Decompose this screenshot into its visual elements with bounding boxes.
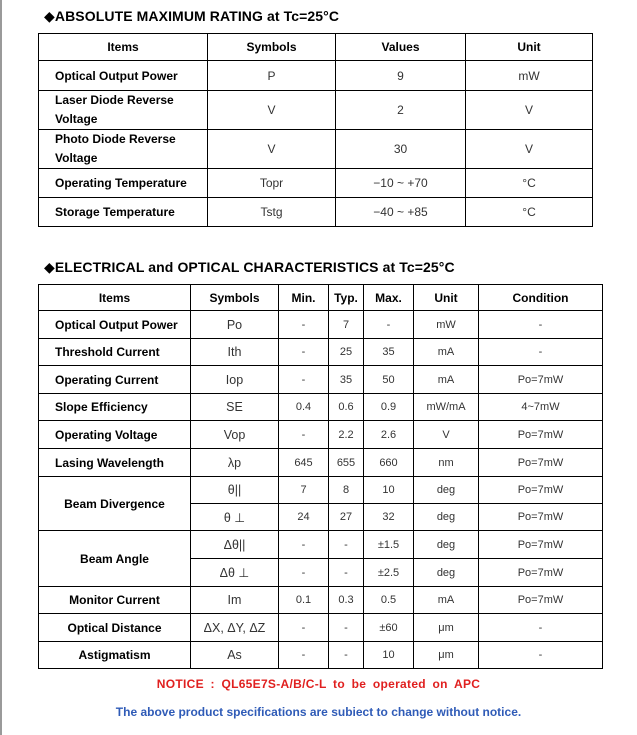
unit-cell: mW	[466, 61, 593, 91]
condition-cell: 4~7mW	[479, 394, 603, 421]
symbol-cell: Ith	[191, 339, 279, 366]
col-header-symbols: Symbols	[208, 34, 336, 61]
table-row	[39, 366, 603, 394]
max-cell: 0.5	[364, 587, 414, 614]
min-cell: 0.4	[279, 394, 329, 421]
typ-cell: 35	[329, 366, 364, 394]
unit-cell: mA	[414, 587, 479, 614]
absolute-max-table	[38, 33, 593, 227]
max-cell: 10	[364, 642, 414, 669]
item-cell: Operating Voltage	[39, 421, 191, 449]
typ-cell: 27	[329, 504, 364, 531]
table-row	[39, 642, 603, 669]
table-row	[39, 169, 593, 198]
typ-cell: -	[329, 559, 364, 587]
symbol-cell: V	[208, 130, 336, 169]
condition-cell: -	[479, 311, 603, 339]
symbol-cell: V	[208, 91, 336, 130]
min-cell: -	[279, 642, 329, 669]
item-cell: Operating Temperature	[39, 169, 208, 198]
unit-cell: μm	[414, 614, 479, 642]
item-cell: Lasing Wavelength	[39, 449, 191, 477]
unit-cell: V	[414, 421, 479, 449]
min-cell: -	[279, 339, 329, 366]
unit-cell: deg	[414, 559, 479, 587]
table-row	[39, 61, 593, 91]
typ-cell: 2.2	[329, 421, 364, 449]
table-row	[39, 531, 603, 559]
unit-cell: V	[466, 130, 593, 169]
min-cell: 24	[279, 504, 329, 531]
condition-cell: Po=7mW	[479, 477, 603, 504]
table-row	[39, 394, 603, 421]
max-cell: 2.6	[364, 421, 414, 449]
symbol-cell: Vop	[191, 421, 279, 449]
unit-cell: mA	[414, 366, 479, 394]
condition-cell: Po=7mW	[479, 587, 603, 614]
table-row	[39, 311, 603, 339]
col-header-items: Items	[39, 285, 191, 311]
unit-cell: mW	[414, 311, 479, 339]
symbol-cell: Topr	[208, 169, 336, 198]
symbol-cell: ΔX, ΔY, ΔZ	[191, 614, 279, 642]
unit-cell: °C	[466, 198, 593, 227]
unit-cell: deg	[414, 504, 479, 531]
condition-cell: Po=7mW	[479, 366, 603, 394]
typ-cell: 7	[329, 311, 364, 339]
table-header-row	[39, 34, 593, 61]
item-cell: Photo Diode Reverse Voltage	[39, 130, 208, 169]
condition-cell: Po=7mW	[479, 421, 603, 449]
max-cell: ±2.5	[364, 559, 414, 587]
item-cell: Storage Temperature	[39, 198, 208, 227]
min-cell: 0.1	[279, 587, 329, 614]
symbol-cell: θ||	[191, 477, 279, 504]
symbol-cell: As	[191, 642, 279, 669]
unit-cell: deg	[414, 477, 479, 504]
absolute-max-title: ◆ABSOLUTE MAXIMUM RATING at Tc=25°C	[44, 8, 340, 24]
table-row	[39, 130, 593, 169]
symbol-cell: Iop	[191, 366, 279, 394]
notice-text: NOTICE : QL65E7S-A/B/C-L to be operated on APC	[156, 677, 481, 691]
item-cell: Laser Diode Reverse Voltage	[39, 91, 208, 130]
condition-cell: -	[479, 614, 603, 642]
value-cell: 2	[336, 91, 466, 130]
item-cell: Optical Output Power	[39, 311, 191, 339]
symbol-cell: Im	[191, 587, 279, 614]
table-row	[39, 477, 603, 504]
unit-cell: μm	[414, 642, 479, 669]
value-cell: 30	[336, 130, 466, 169]
col-header-condition: Condition	[479, 285, 603, 311]
item-cell: Optical Output Power	[39, 61, 208, 91]
col-header-symbols: Symbols	[191, 285, 279, 311]
condition-cell: -	[479, 642, 603, 669]
symbol-cell: Δθ ⊥	[191, 559, 279, 587]
condition-cell: Po=7mW	[479, 504, 603, 531]
unit-cell: °C	[466, 169, 593, 198]
table-row	[39, 198, 593, 227]
table-row	[39, 614, 603, 642]
condition-cell: Po=7mW	[479, 531, 603, 559]
table-row	[39, 587, 603, 614]
max-cell: 0.9	[364, 394, 414, 421]
min-cell: -	[279, 559, 329, 587]
col-header-unit: Unit	[466, 34, 593, 61]
min-cell: -	[279, 311, 329, 339]
table-header-row	[39, 285, 603, 311]
condition-cell: Po=7mW	[479, 559, 603, 587]
min-cell: -	[279, 366, 329, 394]
unit-cell: V	[466, 91, 593, 130]
min-cell: -	[279, 421, 329, 449]
table-row	[39, 449, 603, 477]
symbol-cell: SE	[191, 394, 279, 421]
max-cell: 660	[364, 449, 414, 477]
item-cell: Monitor Current	[39, 587, 191, 614]
electrical-optical-title: ◆ELECTRICAL and OPTICAL CHARACTERISTICS at Tc=25°C	[44, 259, 455, 275]
col-header-typ: Typ.	[329, 285, 364, 311]
min-cell: -	[279, 614, 329, 642]
condition-cell: -	[479, 339, 603, 366]
item-cell: Optical Distance	[39, 614, 191, 642]
min-cell: 7	[279, 477, 329, 504]
typ-cell: -	[329, 614, 364, 642]
unit-cell: deg	[414, 531, 479, 559]
typ-cell: 0.3	[329, 587, 364, 614]
typ-cell: 25	[329, 339, 364, 366]
electrical-optical-table	[38, 284, 603, 669]
max-cell: -	[364, 311, 414, 339]
left-border	[0, 0, 2, 735]
item-cell: Operating Current	[39, 366, 191, 394]
item-cell: Slope Efficiency	[39, 394, 191, 421]
max-cell: ±60	[364, 614, 414, 642]
symbol-cell: P	[208, 61, 336, 91]
symbol-cell: λp	[191, 449, 279, 477]
typ-cell: -	[329, 642, 364, 669]
table-row	[39, 91, 593, 130]
col-header-min: Min.	[279, 285, 329, 311]
value-cell: 9	[336, 61, 466, 91]
min-cell: 645	[279, 449, 329, 477]
col-header-unit: Unit	[414, 285, 479, 311]
col-header-values: Values	[336, 34, 466, 61]
col-header-max: Max.	[364, 285, 414, 311]
value-cell: −40 ~ +85	[336, 198, 466, 227]
max-cell: 32	[364, 504, 414, 531]
disclaimer-text: The above product specifications are subiect to change without notice.	[115, 705, 522, 719]
condition-cell: Po=7mW	[479, 449, 603, 477]
unit-cell: mA	[414, 339, 479, 366]
max-cell: ±1.5	[364, 531, 414, 559]
table-row	[39, 421, 603, 449]
max-cell: 10	[364, 477, 414, 504]
value-cell: −10 ~ +70	[336, 169, 466, 198]
item-cell: Threshold Current	[39, 339, 191, 366]
unit-cell: mW/mA	[414, 394, 479, 421]
col-header-items: Items	[39, 34, 208, 61]
item-cell: Astigmatism	[39, 642, 191, 669]
symbol-cell: Δθ||	[191, 531, 279, 559]
item-cell: Beam Angle	[39, 531, 191, 587]
min-cell: -	[279, 531, 329, 559]
typ-cell: 0.6	[329, 394, 364, 421]
symbol-cell: Po	[191, 311, 279, 339]
unit-cell: nm	[414, 449, 479, 477]
max-cell: 35	[364, 339, 414, 366]
max-cell: 50	[364, 366, 414, 394]
symbol-cell: Tstg	[208, 198, 336, 227]
typ-cell: 655	[329, 449, 364, 477]
typ-cell: -	[329, 531, 364, 559]
symbol-cell: θ ⊥	[191, 504, 279, 531]
typ-cell: 8	[329, 477, 364, 504]
item-cell: Beam Divergence	[39, 477, 191, 531]
table-row	[39, 339, 603, 366]
